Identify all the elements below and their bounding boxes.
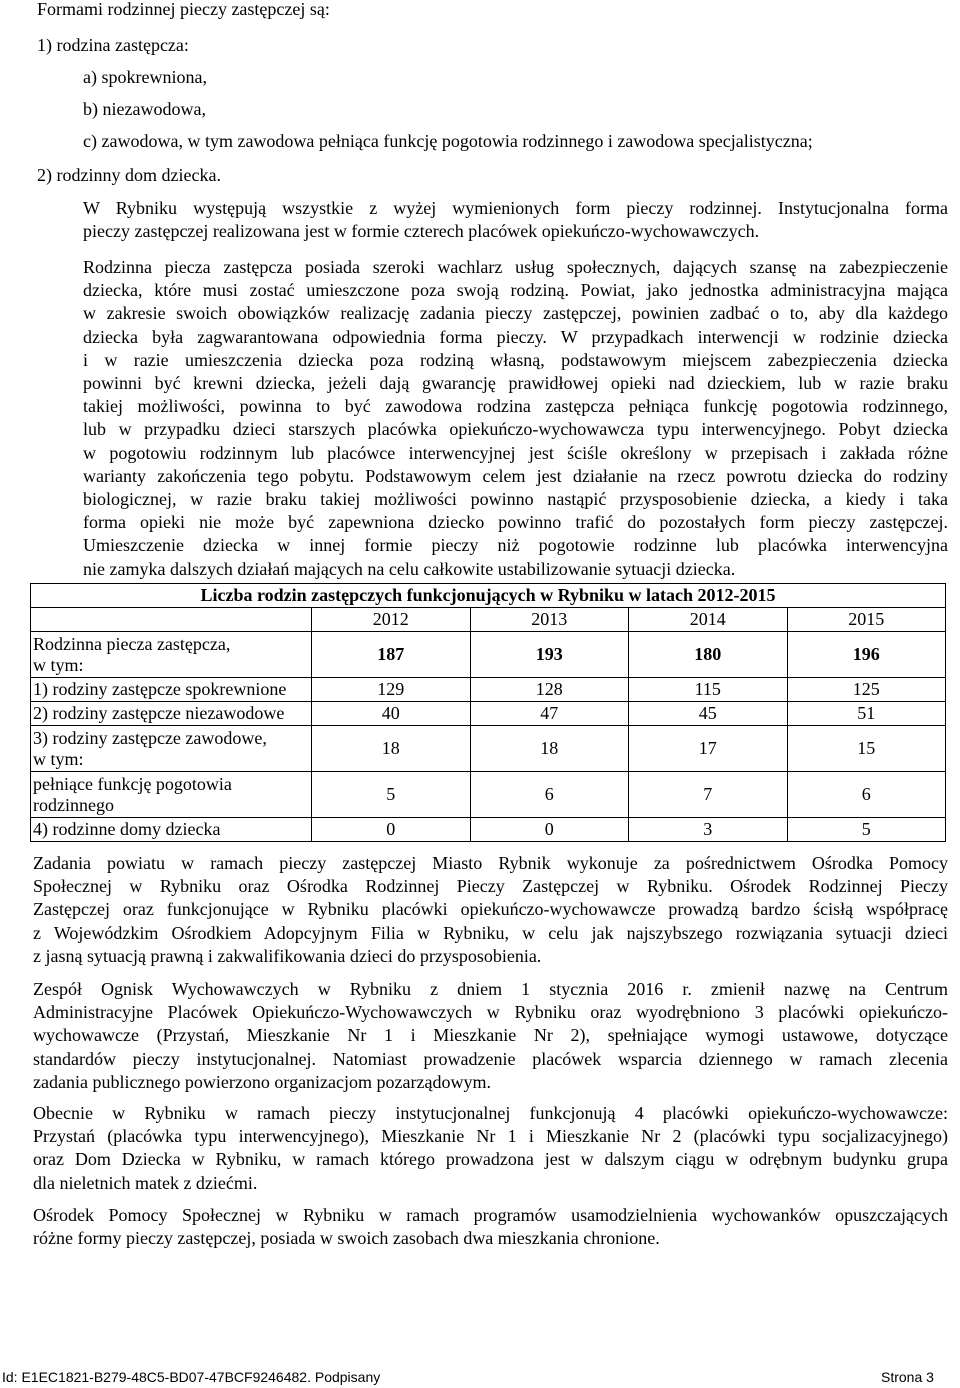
- paragraph-tasks: [33, 852, 948, 968]
- table-cell: 18: [312, 726, 471, 772]
- table-cell: 18: [470, 726, 629, 772]
- paragraph-line: dla nieletnich matek z dziećmi.: [33, 1172, 258, 1193]
- table-cell: 47: [470, 702, 629, 726]
- paragraph-line: Ośrodek Pomocy Społecznej w Rybniku w ramach programów usamodzielnienia wychowanków opuszczających: [33, 1205, 948, 1225]
- paragraph-institutions: [33, 1102, 948, 1195]
- paragraph-line: dziecka, które musi zostać umieszczone poza swoją rodziną. Powiat, jako jednostka administracyjna mająca: [83, 280, 948, 301]
- paragraph-line: oraz Dom Dziecka w Rybniku, w ramach którego prowadzona jest w dalszym ciągu w odrębnym budynku grupa: [33, 1149, 948, 1170]
- paragraph-family-care: [83, 256, 948, 581]
- table-cell: 180: [629, 632, 788, 678]
- list-item-1a: a) spokrewniona,: [83, 67, 207, 87]
- list-item-1b: b) niezawodowa,: [83, 99, 206, 119]
- paragraph-line: powinni być krewni dziecka, jeżeli dają gwarancję prawidłowej opieki nad dzieckiem, lub w razie braku: [83, 373, 948, 394]
- row-label-line: rodzinnego: [33, 794, 114, 815]
- row-label-line: w tym:: [33, 654, 84, 675]
- table-cell: 6: [470, 772, 629, 818]
- table-cell: 115: [629, 678, 788, 702]
- table-row-label: [31, 678, 312, 702]
- paragraph-line: w pogotowiu rodzinnym lub placówce interwencyjnej jest ściśle określony w przepisach i zakłada różne: [83, 442, 948, 463]
- table-cell: 3: [629, 818, 788, 842]
- paragraph-line: Administracyjne Placówek Opiekuńczo-Wychowawczych w Rybniku oraz wyodrębniono 3 placówki opiekuńczo-: [33, 1002, 948, 1023]
- paragraph-line: forma opieki nie może być zapewniona dziecko powinno trafić do pozostałych form pieczy zastępczej.: [83, 512, 948, 533]
- table-row-label: [31, 702, 312, 726]
- table-cell: 125: [787, 678, 946, 702]
- paragraph-line: Obecnie w Rybniku w ramach pieczy instytucjonalnej funkcjonują 4 placówki opiekuńczo-wychowawcze:: [33, 1103, 948, 1123]
- paragraph-line: W Rybniku występują wszystkie z wyżej wymienionych form pieczy rodzinnej. Instytucjonalna forma: [83, 198, 948, 218]
- table-row: [31, 702, 946, 726]
- list-item-2: 2) rodzinny dom dziecka.: [37, 165, 221, 185]
- table-cell: 5: [787, 818, 946, 842]
- table-row-label: [31, 632, 312, 678]
- paragraph-line: wychowawcze (Przystań, Mieszkanie Nr 1 i Mieszkanie Nr 2), spełniające wymogi ustawowe, dotyczące: [33, 1025, 948, 1046]
- paragraph-line: biologicznej, w razie braku takiej możliwości powinno nastąpić przysposobienie dziecka, a kiedy i taka: [83, 489, 948, 510]
- paragraph-line: Przystań (placówka typu interwencyjnego), Mieszkanie Nr 1 i Mieszkanie Nr 2 (placówki typu socjalizacyjnego): [33, 1126, 948, 1147]
- row-label-line: 1) rodziny zastępcze spokrewnione: [33, 679, 287, 699]
- table-header-year: 2014: [629, 608, 788, 632]
- table-cell: 187: [312, 632, 471, 678]
- table-title: Liczba rodzin zastępczych funkcjonujących w Rybniku w latach 2012-2015: [31, 584, 946, 608]
- paragraph-line: Umieszczenie dziecka w innej formie pieczy niż pogotowie rodzinne lub placówka interwencyjna: [83, 535, 948, 556]
- table-row-label: [31, 818, 312, 842]
- paragraph-line: Zastępczej oraz funkcjonujące w Rybniku placówki opiekuńczo-wychowawcze prowadzą bardzo ścisłą współpracę: [33, 899, 948, 920]
- footer-page-number: Strona 3: [881, 1369, 934, 1385]
- table-cell: 40: [312, 702, 471, 726]
- list-item-1c: c) zawodowa, w tym zawodowa pełniąca funkcję pogotowia rodzinnego i zawodowa specjalistyczna;: [83, 131, 813, 151]
- table-row: [31, 726, 946, 772]
- paragraph-line: Zespół Ognisk Wychowawczych w Rybniku z dniem 1 stycznia 2016 r. zmienił nazwę na Centrum: [33, 979, 948, 999]
- row-label-line: 4) rodzinne domy dziecka: [33, 819, 221, 839]
- row-label-line: 2) rodziny zastępcze niezawodowe: [33, 703, 285, 723]
- table-cell: 193: [470, 632, 629, 678]
- list-heading: Formami rodzinnej pieczy zastępczej są:: [37, 0, 330, 19]
- paragraph-line: Zadania powiatu w ramach pieczy zastępczej Miasto Rybnik wykonuje za pośrednictwem Ośrodka Pomocy: [33, 853, 948, 873]
- paragraph-line: lub w przypadku dzieci starszych placówka opiekuńczo-wychowawcza typu interwencyjnego. Pobyt dziecka: [83, 419, 948, 440]
- table-header-year: 2013: [470, 608, 629, 632]
- table-row: [31, 818, 946, 842]
- table-header-empty: [31, 608, 312, 632]
- paragraph-forms: [83, 197, 948, 243]
- table-cell: 7: [629, 772, 788, 818]
- paragraph-line: dziecka była zagwarantowana odpowiednia forma pieczy. W przypadkach interwencji w rodzinie dziecka: [83, 326, 948, 347]
- table-cell: 196: [787, 632, 946, 678]
- row-label-line: w tym:: [33, 748, 84, 769]
- paragraph-line: takiej możliwości, powinna to być zawodowa rodzina zastępcza pełniąca funkcję pogotowia rodzinnego,: [83, 396, 948, 417]
- footer-id: Id: E1EC1821-B279-48C5-BD07-47BCF9246482. Podpisany: [2, 1369, 381, 1385]
- table-cell: 129: [312, 678, 471, 702]
- table-cell: 0: [312, 818, 471, 842]
- row-label-line: Rodzinna piecza zastępcza,: [33, 633, 231, 654]
- paragraph-line: nie zamyka dalszych działań mających na celu całkowite ustabilizowanie sytuacji dziecka.: [83, 558, 736, 579]
- paragraph-line: z Wojewódzkim Ośrodkiem Adopcyjnym Filia w Rybniku, w celu jak najszybszego rozwiązania sytuacji dzieci: [33, 922, 948, 943]
- paragraph-line: z jasną sytuacją prawną i zakwalifikowania dzieci do przysposobienia.: [33, 945, 542, 966]
- table-cell: 0: [470, 818, 629, 842]
- paragraph-line: Rodzinna piecza zastępcza posiada szeroki wachlarz usług społecznych, dających szansę na zabezpieczenie: [83, 257, 948, 277]
- paragraph-line: w zakresie swoich obowiązków realizację zadania pieczy zastępczej, powinien zadbać o to, aby dla każdego: [83, 303, 948, 324]
- paragraph-line: standardów pieczy instytucjonalnej. Natomiast prowadzenie placówek wsparcia dziennego w ramach zlecenia: [33, 1048, 948, 1069]
- table-row-label: [31, 726, 312, 772]
- paragraph-line: Społecznej w Rybniku oraz Ośrodka Rodzinnej Pieczy Zastępczej w Rybniku. Ośrodek Rodzinnej Pieczy: [33, 876, 948, 897]
- paragraph-centrum: [33, 978, 948, 1094]
- table-header-year: 2015: [787, 608, 946, 632]
- table-row: [31, 632, 946, 678]
- families-table: [30, 583, 946, 842]
- table-row: [31, 772, 946, 818]
- table-cell: 45: [629, 702, 788, 726]
- table-cell: 128: [470, 678, 629, 702]
- table-cell: 6: [787, 772, 946, 818]
- row-label-line: pełniące funkcję pogotowia: [33, 773, 232, 794]
- table-cell: 5: [312, 772, 471, 818]
- table-cell: 51: [787, 702, 946, 726]
- paragraph-line: pieczy zastępczej realizowana jest w formie czterech placówek opiekuńczo-wychowawczych.: [83, 221, 760, 242]
- table-cell: 17: [629, 726, 788, 772]
- paragraph-line: różne formy pieczy zastępczej, posiada w swoich zasobach dwa mieszkania chronione.: [33, 1228, 660, 1249]
- table-cell: 15: [787, 726, 946, 772]
- paragraph-line: i w razie umieszczenia dziecka poza rodziną własną, podstawowym miejscem zabezpieczenia dziecka: [83, 349, 948, 370]
- table-header-year: 2012: [312, 608, 471, 632]
- paragraph-line: zadania publicznego powierzono organizacjom pozarządowym.: [33, 1071, 491, 1092]
- table-row-label: [31, 772, 312, 818]
- list-item-1: 1) rodzina zastępcza:: [37, 35, 189, 55]
- paragraph-line: warianty zakończenia tego pobytu. Podstawowym celem jest działanie na rzecz powrotu dziecka do rodziny: [83, 465, 948, 486]
- table-row: [31, 678, 946, 702]
- row-label-line: 3) rodziny zastępcze zawodowe,: [33, 727, 267, 748]
- paragraph-ops: [33, 1204, 948, 1250]
